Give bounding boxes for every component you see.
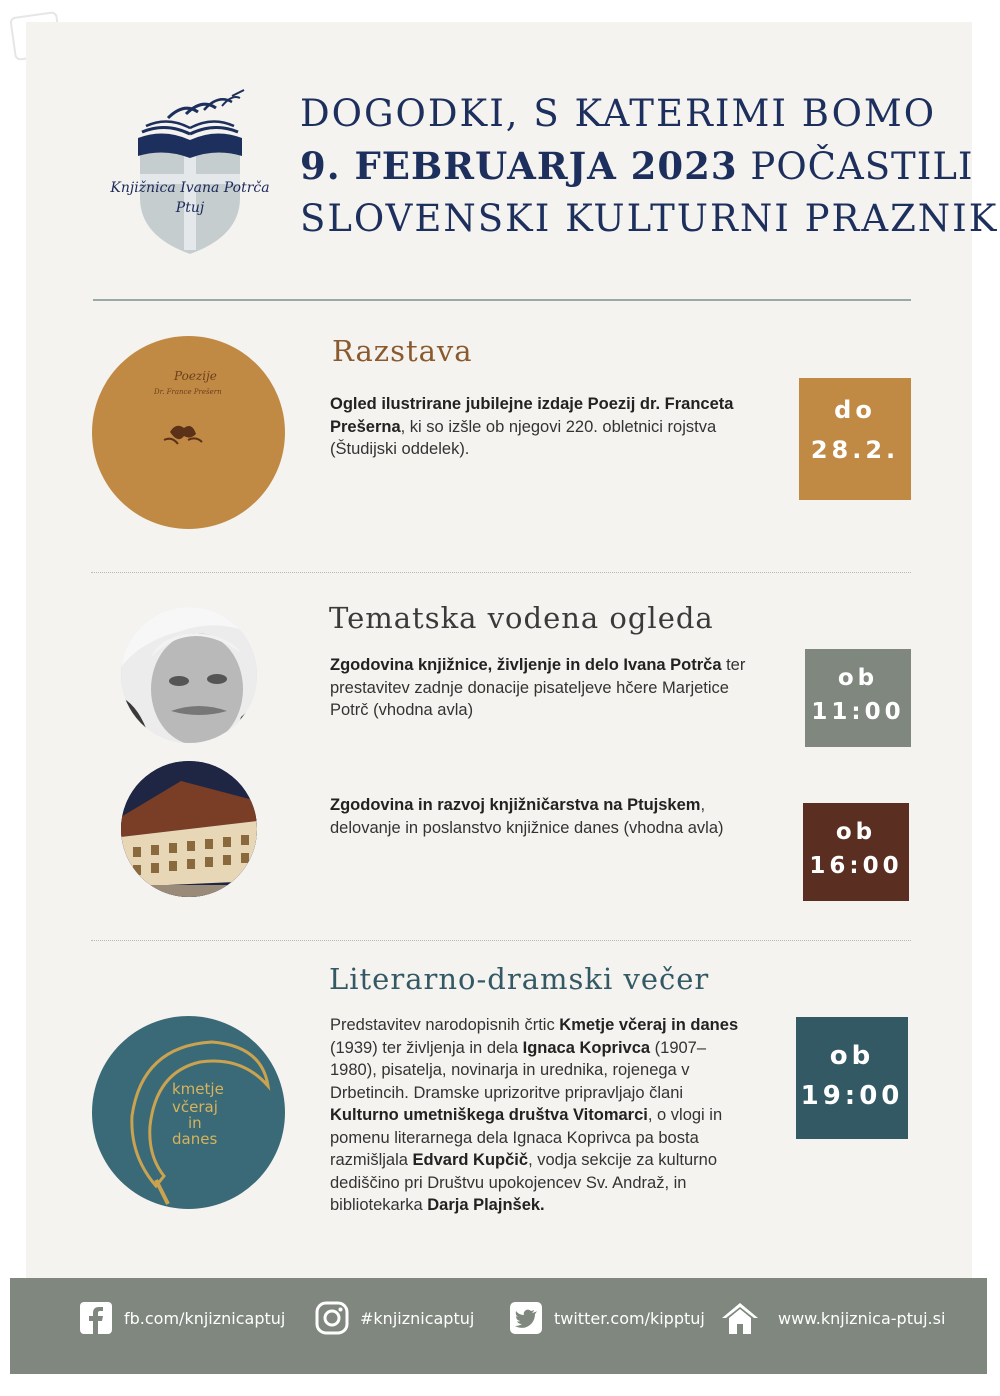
cover-text-4: danes: [172, 1130, 218, 1148]
guided-tour-1-description: [330, 654, 750, 722]
lit-desc-part: , o vlogi in pomenu literarnega dela Ignaca Koprivca pa bosta razmišljala: [330, 1106, 723, 1169]
section-title-literary-evening: Literarno-dramski večer: [329, 962, 710, 996]
badge-time: 11:00: [811, 699, 905, 725]
title-date: 9. FEBRUARJA 2023: [300, 144, 738, 188]
exhibition-image: [92, 336, 285, 529]
literary-evening-time-badge: [796, 1017, 908, 1139]
badge-prefix: do: [834, 396, 876, 424]
cover-title-text: Poezije: [174, 369, 217, 383]
lit-desc-part: (1907–1980), pisatelja, novinarja in urednika, rojenega v Drbetincih. Dramske uprizoritve pripravljajo člani: [330, 1038, 707, 1102]
guided-tour-2-description: [330, 794, 760, 839]
sickle-cover-illustration: [92, 1016, 285, 1209]
logo-text-name: Knjižnica Ivana Potrča: [110, 180, 270, 196]
badge-date: 28.2.: [810, 436, 900, 464]
exhibition-desc-rest: , ki so izšle ob njegovi 220. obletnici rojstva (Študijski oddelek).: [330, 417, 717, 458]
title-line-2: [300, 140, 974, 193]
badge-time: 19:00: [800, 1081, 904, 1111]
portrait-ivan-potrc: [121, 607, 257, 743]
twitter-icon: [508, 1300, 544, 1336]
footer-bar: [10, 1278, 987, 1374]
footer-instagram[interactable]: [314, 1298, 474, 1338]
home-icon: [720, 1300, 760, 1336]
section-divider-1: [91, 572, 911, 573]
badge-time: 16:00: [809, 853, 903, 879]
title-line-1: DOGODKI, S KATERIMI BOMO: [300, 92, 937, 135]
lit-desc-part: , vodja sekcije za kulturno dediščino pri Društvu upokojencev Sv. Andraž, in bibliotekarka: [330, 1151, 718, 1214]
badge-prefix: ob: [835, 819, 877, 845]
facebook-link-text: fb.com/knjiznicaptuj: [124, 1308, 286, 1328]
lit-desc-book-title: Kmetje včeraj in danes: [559, 1016, 739, 1034]
section-title-guided-tours: Tematska vodena ogleda: [329, 601, 714, 635]
lit-desc-librarian: Darja Plajnšek.: [427, 1196, 545, 1214]
instagram-handle-text: #knjiznicaptuj: [360, 1308, 475, 1328]
cover-author-text: Dr. France Prešern: [154, 388, 222, 396]
library-logo: [98, 88, 283, 258]
lit-desc-society: Kulturno umetniškega društva Vitomarci: [330, 1106, 648, 1124]
website-link-text: www.knjiznica-ptuj.si: [778, 1308, 946, 1328]
cover-text-3: in: [188, 1114, 202, 1132]
badge-prefix: ob: [837, 665, 879, 691]
guided-tour-1-rest: ter prestavitev zadnje donacije pisateljeve hčere Marjetice Potrč (vhodna avla): [330, 656, 746, 719]
title-line-2-rest: POČASTILI: [737, 145, 974, 188]
footer-twitter[interactable]: [508, 1298, 705, 1338]
instagram-icon: [314, 1300, 350, 1336]
guided-tour-2-bold: Zgodovina in razvoj knjižničarstva na Ptujskem: [330, 796, 701, 814]
guided-tour-1-bold: Zgodovina knjižnice, življenje in delo Ivana Potrča: [330, 656, 722, 674]
portrait-icon: [121, 607, 257, 743]
section-title-exhibition: Razstava: [332, 334, 473, 368]
lit-desc-author: Ignaca Koprivca: [522, 1038, 651, 1057]
guided-tour-2-time-badge: [803, 803, 909, 901]
book-cover-illustration: [92, 336, 285, 529]
exhibition-desc-bold-2: Prešerna: [330, 417, 401, 436]
twitter-link-text: twitter.com/kipptuj: [554, 1308, 705, 1328]
logo-text-city: Ptuj: [175, 200, 205, 216]
footer-website[interactable]: [720, 1298, 945, 1338]
guided-tour-1-time-badge: [805, 649, 911, 747]
badge-prefix: ob: [829, 1041, 875, 1071]
lit-desc-part: Predstavitev narodopisnih črtic: [330, 1016, 560, 1034]
exhibition-desc-bold-1: Ogled ilustrirane jubilejne izdaje Poezij dr. Franceta: [330, 395, 734, 413]
exhibition-description: [330, 393, 770, 461]
header-divider: [93, 299, 911, 301]
library-building-image: [121, 761, 257, 897]
book-kmetje-image: [92, 1016, 285, 1209]
lit-desc-speaker: Edvard Kupčič: [412, 1151, 529, 1169]
page-title: [300, 88, 999, 245]
guided-tour-2-rest: , delovanje in poslanstvo knjižnice danes (vhodna avla): [330, 796, 724, 837]
title-line-3: SLOVENSKI KULTURNI PRAZNIK: [300, 197, 999, 240]
cover-text-1: kmetje: [172, 1080, 224, 1098]
facebook-icon: [78, 1300, 114, 1336]
building-icon: [121, 761, 257, 897]
lit-desc-part: (1939) ter življenja in dela: [330, 1038, 523, 1057]
cover-text-2: včeraj: [172, 1098, 218, 1116]
section-divider-2: [91, 940, 911, 941]
exhibition-date-badge: [799, 378, 911, 500]
literary-evening-description: [330, 1014, 750, 1217]
library-crest-icon: [98, 88, 283, 258]
footer-facebook[interactable]: [78, 1298, 285, 1338]
